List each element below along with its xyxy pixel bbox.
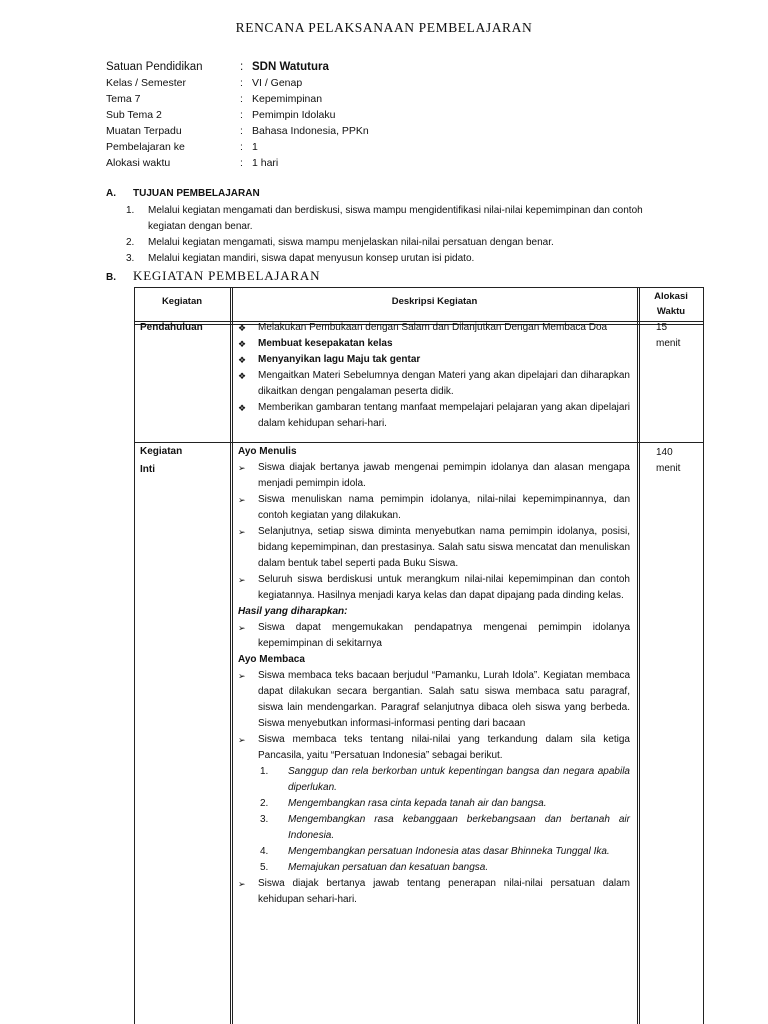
- info-colon: :: [240, 157, 243, 169]
- section-a-heading: [106, 188, 260, 199]
- diamond-bullet-icon: ❖: [238, 339, 247, 349]
- header-alokasi: [639, 289, 703, 319]
- inti-alokasi-unit: menit: [656, 463, 681, 474]
- hasil-item: [238, 620, 630, 652]
- activities-table: [134, 287, 704, 1024]
- info-label: Alokasi waktu: [106, 157, 171, 169]
- table-col-divider-1: [230, 287, 231, 1024]
- info-value: 1 hari: [252, 157, 279, 169]
- table-border-left: [134, 287, 135, 1024]
- pendahuluan-item-text: Menyanyikan lagu Maju tak gentar: [258, 354, 421, 365]
- pancasila-value-text: Mengembangkan rasa kebanggaan berkebangsaan dan bertanah air Indonesia.: [288, 814, 630, 841]
- header-alokasi-line2: Waktu: [656, 306, 686, 317]
- inti-alokasi: [656, 445, 680, 477]
- info-value: 1: [252, 141, 258, 153]
- info-colon: :: [240, 61, 244, 73]
- discussion-item: [238, 876, 630, 908]
- menulis-item-text: Siswa diajak bertanya jawab mengenai pemimpin idolanya dan alasan mengapa menjadi pemimpin idola.: [258, 462, 630, 489]
- inti-description: [238, 444, 630, 908]
- info-label: Sub Tema 2: [106, 109, 162, 121]
- hasil-item-text: Siswa dapat mengemukakan pendapatnya mengenai pemimpin idolanya kepemimpinan di sekitarnya: [258, 622, 630, 649]
- membaca-item-text: Siswa membaca teks bacaan berjudul “Pamanku, Lurah Idola”. Kegiatan membaca dapat dilakukan secara bergantian. Salah satu siswa membaca satu paragraf, siswa lain mendengarkan. Paragraf selanjutnya dibaca oleh siswa yang berbeda. Siswa menyebutkan informasi-informasi penting dari bacaan: [258, 670, 630, 729]
- arrow-bullet-icon: ➢: [238, 575, 246, 585]
- header-deskripsi: Deskripsi Kegiatan: [391, 296, 478, 307]
- document-title: RENCANA PELAKSANAAN PEMBELAJARAN: [235, 20, 533, 35]
- arrow-bullet-icon: ➢: [238, 495, 246, 505]
- info-row: [106, 107, 369, 123]
- pancasila-value-item: [260, 796, 630, 812]
- pancasila-value-text: Memajukan persatuan dan kesatuan bangsa.: [288, 862, 489, 873]
- arrow-bullet-icon: ➢: [238, 879, 246, 889]
- pancasila-value-item: [260, 844, 630, 860]
- info-row: [106, 91, 369, 107]
- info-value: Bahasa Indonesia, PPKn: [252, 125, 369, 137]
- section-b-title: KEGIATAN PEMBELAJARAN: [133, 268, 321, 283]
- diamond-bullet-icon: ❖: [238, 403, 247, 413]
- pendahuluan-description: [238, 320, 630, 432]
- row-label-inti-line1: Kegiatan: [140, 446, 183, 457]
- objectives-list: [126, 203, 676, 267]
- objective-item: [126, 251, 676, 267]
- pancasila-value-number: 4.: [260, 846, 269, 857]
- header-kegiatan: Kegiatan: [161, 296, 203, 307]
- pancasila-value-number: 1.: [260, 766, 269, 777]
- pendahuluan-item: [238, 400, 630, 432]
- info-label: Kelas / Semester: [106, 77, 186, 89]
- menulis-item-text: Seluruh siswa berdiskusi untuk merangkum nilai-nilai kepemimpinan dan contoh kegiatannya. Hasilnya menjadi karya kelas dan dapat dipajang pada dinding kelas.: [258, 574, 630, 601]
- inti-alokasi-value: 140: [656, 447, 673, 458]
- diamond-bullet-icon: ❖: [238, 355, 247, 365]
- info-block: [106, 60, 369, 171]
- info-row: [106, 123, 369, 139]
- info-colon: :: [240, 125, 243, 137]
- pendahuluan-item-text: Mengaitkan Materi Sebelumnya dengan Materi yang akan dipelajari dan diharapkan dikaitkan dengan pengalaman peserta didik.: [258, 370, 630, 397]
- info-colon: :: [240, 93, 243, 105]
- table-col-divider-2: [637, 287, 638, 1024]
- table-row-divider: [134, 442, 704, 443]
- pancasila-value-item: [260, 860, 630, 876]
- membaca-item: [238, 732, 630, 764]
- arrow-bullet-icon: ➢: [238, 527, 246, 537]
- table-border-top: [134, 287, 704, 288]
- pendahuluan-item: [238, 336, 630, 352]
- objective-number: 2.: [126, 237, 135, 248]
- table-col-divider-2b: [639, 287, 640, 1024]
- menulis-item-text: Selanjutnya, setiap siswa diminta menyebutkan nama pemimpin idolanya, posisi, bidang kepemimpinan, dan prestasinya. Salah satu siswa mencatat dan menuliskan dalam bentuk tabel seperti pada Buku Siswa.: [258, 526, 630, 569]
- menulis-item-text: Siswa menuliskan nama pemimpin idolanya, nilai-nilai kepemimpinannya, dan contoh kegiatan yang dilakukan.: [258, 494, 630, 521]
- info-colon: :: [240, 141, 243, 153]
- section-b-letter: B.: [106, 272, 116, 283]
- pancasila-value-item: [260, 764, 630, 796]
- pancasila-value-item: [260, 812, 630, 844]
- info-row: [106, 139, 369, 155]
- info-label: Pembelajaran ke: [106, 141, 185, 153]
- section-a-title: TUJUAN PEMBELAJARAN: [133, 188, 260, 199]
- objective-text: Melalui kegiatan mengamati, siswa mampu menjelaskan nilai-nilai persatuan dengan benar.: [148, 237, 554, 248]
- info-label: Muatan Terpadu: [106, 125, 182, 137]
- diamond-bullet-icon: ❖: [238, 371, 247, 381]
- arrow-bullet-icon: ➢: [238, 623, 246, 633]
- discussion-item-text: Siswa diajak bertanya jawab tentang penerapan nilai-nilai persatuan dalam kehidupan sehari-hari.: [258, 878, 630, 905]
- pancasila-value-text: Mengembangkan rasa cinta kepada tanah air dan bangsa.: [288, 798, 547, 809]
- ayo-menulis-heading: Ayo Menulis: [238, 446, 297, 457]
- pendahuluan-alokasi-unit: menit: [656, 338, 681, 349]
- pendahuluan-item-text: Melakukan Pembukaan dengan Salam dan Dilanjutkan Dengan Membaca Doa: [258, 322, 608, 333]
- section-a-letter: A.: [106, 188, 116, 199]
- menulis-item: [238, 460, 630, 492]
- hasil-heading: Hasil yang diharapkan:: [238, 606, 348, 617]
- pancasila-value-text: Sanggup dan rela berkorban untuk kepentingan bangsa dan negara apabila diperlukan.: [288, 766, 630, 793]
- membaca-item: [238, 668, 630, 732]
- info-value: SDN Watutura: [252, 61, 329, 73]
- menulis-item: [238, 492, 630, 524]
- info-label: Satuan Pendidikan: [106, 61, 203, 73]
- objective-text: Melalui kegiatan mengamati dan berdiskusi, siswa mampu mengidentifikasi nilai-nilai kepemimpinan dan contoh kegiatan dengan benar.: [148, 205, 643, 232]
- pendahuluan-alokasi-value: 15: [656, 322, 668, 333]
- pendahuluan-item: [238, 352, 630, 368]
- objective-text: Melalui kegiatan mandiri, siswa dapat menyusun konsep urutan isi pidato.: [148, 253, 475, 264]
- arrow-bullet-icon: ➢: [238, 735, 246, 745]
- menulis-item: [238, 524, 630, 572]
- pancasila-value-number: 5.: [260, 862, 269, 873]
- ayo-membaca-heading: Ayo Membaca: [238, 654, 305, 665]
- table-col-divider-1b: [232, 287, 233, 1024]
- info-row: [106, 60, 369, 75]
- pancasila-values-list: [238, 764, 630, 876]
- info-row: [106, 75, 369, 91]
- arrow-bullet-icon: ➢: [238, 463, 246, 473]
- row-label-pendahuluan: Pendahuluan: [140, 322, 203, 333]
- diamond-bullet-icon: ❖: [238, 323, 247, 333]
- pendahuluan-item-text: Memberikan gambaran tentang manfaat mempelajari pelajaran yang akan dipelajari dalam kehidupan sehari-hari.: [258, 402, 630, 429]
- info-value: Pemimpin Idolaku: [252, 109, 336, 121]
- pendahuluan-item: [238, 368, 630, 400]
- row-label-inti-line2: Inti: [140, 464, 155, 475]
- pendahuluan-item: [238, 320, 630, 336]
- objective-item: [126, 203, 676, 235]
- objective-number: 3.: [126, 253, 135, 264]
- section-b-heading: [106, 268, 320, 284]
- pancasila-value-text: Mengembangkan persatuan Indonesia atas dasar Bhinneka Tunggal Ika.: [288, 846, 610, 857]
- info-colon: :: [240, 109, 243, 121]
- pendahuluan-item-text: Membuat kesepakatan kelas: [258, 338, 393, 349]
- row-label-inti: [140, 443, 182, 479]
- objective-item: [126, 235, 676, 251]
- table-border-right: [703, 287, 704, 1024]
- header-alokasi-line1: Alokasi: [654, 291, 688, 302]
- arrow-bullet-icon: ➢: [238, 671, 246, 681]
- info-value: Kepemimpinan: [252, 93, 323, 105]
- info-colon: :: [240, 77, 243, 89]
- info-row: [106, 155, 369, 171]
- pancasila-value-number: 2.: [260, 798, 269, 809]
- info-value: VI / Genap: [252, 77, 303, 89]
- objective-number: 1.: [126, 205, 135, 216]
- pancasila-value-number: 3.: [260, 814, 269, 825]
- info-label: Tema 7: [106, 93, 141, 105]
- pendahuluan-alokasi: [656, 320, 680, 352]
- membaca-item-text: Siswa membaca teks tentang nilai-nilai yang terkandung dalam sila ketiga Pancasila, yaitu “Persatuan Indonesia” sebagai berikut.: [258, 734, 630, 761]
- menulis-item: [238, 572, 630, 604]
